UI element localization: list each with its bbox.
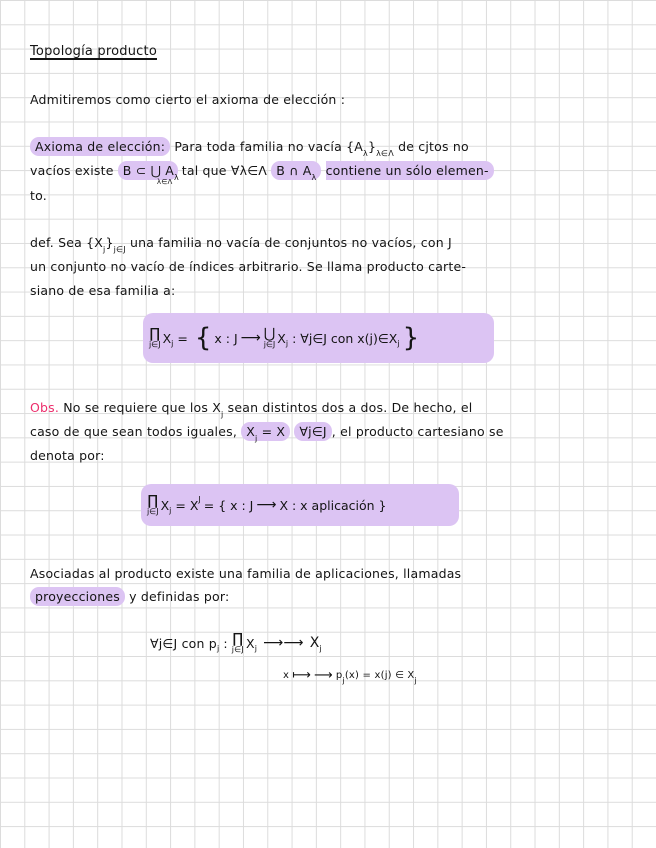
formula-eq: = [177,330,188,346]
obs-text-2a: caso de que sean todos iguales, [30,424,237,439]
formula-cond: : ∀j∈J con x(j)∈X [292,330,398,346]
proj-line-1: Asociadas al producto existe una familia de aplicaciones, llamadas [30,566,462,581]
arrow-icon-2: ⟶ [256,497,277,513]
def-idx-1: j∈J [113,245,126,254]
product-definition-formula [143,313,494,363]
formula-cond-sub: j [397,338,400,348]
obs-text-2b: , el producto cartesiano se [331,424,504,439]
product-symbol-3: ∏ j∈J [231,631,244,654]
obs-tail-1: sean distintos dos a dos. De hecho, el [227,400,473,415]
def-line-3: siano de esa familia a: [30,283,176,298]
arrow-icon: ⟶ [240,330,261,346]
axiom-union: B ⊂ ⋃ A [122,163,174,178]
proj-highlight: proyecciones [30,587,125,606]
axiom-idx-1: λ∈Λ [376,149,394,158]
proj-f2-x: x [283,670,290,681]
proj-tail: y definidas por: [129,589,230,604]
product-index-3: j∈J [231,645,244,654]
power-eq1: = X [175,497,199,513]
formula-set-close: } [402,323,420,353]
obs-hl-tail: = X [261,424,286,439]
long-arrow-icon: ⟶⟶ [263,635,304,651]
axiom-text-2a: vacíos existe [30,163,114,178]
axiom-union-sub: λ [173,173,179,182]
obs-highlight-equal [241,422,290,441]
axiom-line-3: to. [30,188,47,203]
product-symbol-2: ∏ j∈J [147,493,159,516]
proj-f2-tail-sub: j [414,676,417,685]
axiom-text-2c: tal que ∀λ∈Λ [181,163,268,178]
def-line-1: def. Sea $\{X_j\}_{j\in J}$ una familia no vacía de conjuntos no vacíos, con J [30,235,452,254]
formula-set-open: { [194,323,212,353]
obs-line-3: denota por: [30,448,105,463]
projection-formula-1 [150,632,322,654]
obs-highlight-forall: ∀j∈J [294,422,331,441]
formula-lhs: X [162,330,172,346]
axiom-line-1 [30,139,469,158]
axiom-close-1: } [367,139,377,154]
obs-line-1 [30,400,473,419]
projection-formula-2 [283,668,417,683]
product-index: j∈J [149,340,161,349]
obs-label: Obs. [30,400,60,415]
obs-line-2 [30,424,504,443]
axiom-tail-1: de cjtos no [398,139,469,154]
formula-union-x: X [277,330,286,346]
union-index: j∈J [263,340,276,349]
intro-text: Admitiremos como cierto el axioma de elección : [30,92,346,107]
product-index-2: j∈J [147,507,159,516]
axiom-highlight-intersection [271,161,321,180]
obs-hl-x: X [246,424,255,439]
proj-f2-p: p [335,670,343,681]
axiom-union-idx: λ∈Λ [156,178,173,186]
proj-f1-a-sub: j [216,643,220,653]
proj-f1-target-sub: j [319,643,322,653]
def-tail-1: una familia no vacía de conjuntos no vacíos, con J [129,235,452,250]
power-rhs: X : x aplicación } [279,497,387,513]
formula-map: x : J [214,330,238,346]
axiom-text-1: Para toda familia no vacía {A [174,139,364,154]
proj-line-2 [30,589,229,604]
obs-sub-1: j [221,410,224,419]
power-lhs-sub: j [169,505,172,515]
proj-f1-x: X [245,635,255,651]
proj-f1-a: ∀j∈J con p [150,635,217,651]
obs-text-1: No se requiere que los X [63,400,221,415]
axiom-intersection-sub: λ [311,173,317,182]
axiom-sub-1: λ [363,149,368,158]
proj-f1-x-sub: j [254,643,258,653]
proj-f2-p-sub: j [342,676,345,685]
power-eq2: = { x : J [203,497,254,513]
def-text-1: def. Sea {X [30,235,104,250]
formula-lhs-sub: j [171,338,174,348]
axiom-label: Axioma de elección: [30,137,170,156]
proj-f1-colon: : [223,635,228,651]
axiom-intersection: B ∩ A [276,163,312,178]
obs-hl-sub: j [254,434,258,443]
formula-union-sub: j [285,338,289,348]
proj-f2-tail: (x) = x(j) ∈ X [344,670,415,681]
def-sub-1: j [103,245,106,254]
def-line-2: un conjunto no vacío de índices arbitrario. Se llama producto carte- [30,259,467,274]
maps-to-extend-icon: ⟶ [313,668,333,683]
cartesian-power-formula [141,484,459,526]
product-symbol: ∏ j∈J [149,326,161,349]
axiom-line-2 [30,163,494,186]
power-sup: J [198,494,201,504]
proj-f1-target: X [309,635,320,651]
union-symbol: ⋃ j∈J [263,326,276,349]
page-title: Topología producto [30,44,157,59]
power-lhs: X [160,497,170,513]
maps-to-icon: ⟼ [292,668,311,683]
axiom-text-2e: contiene un sólo elemen- [326,161,494,180]
